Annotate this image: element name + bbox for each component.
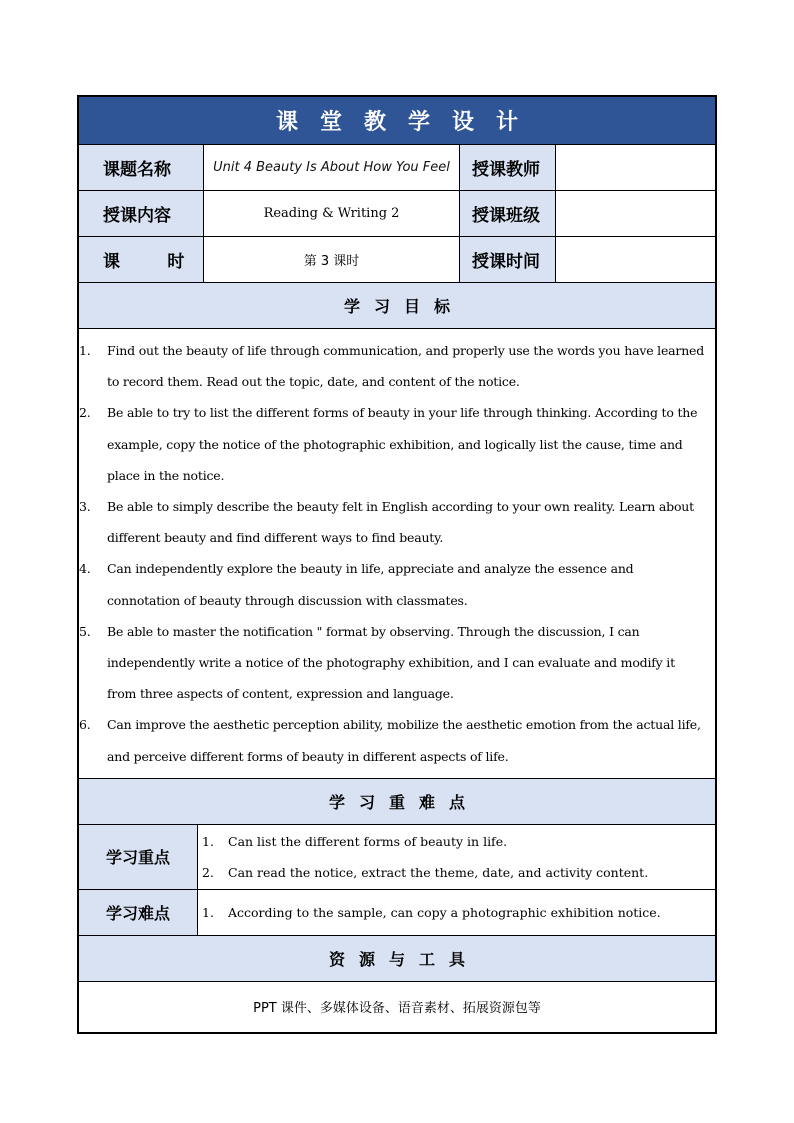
key-point-item-text: Can read the notice, extract the theme, date, and activity content. <box>228 864 649 880</box>
difficult-point-item-number: 1. <box>202 904 214 920</box>
objectives-heading: 学习目标 <box>79 283 715 328</box>
teacher-value <box>555 145 715 190</box>
class-label: 授课班级 <box>459 191 555 236</box>
key-points-list <box>198 823 715 891</box>
objective-item-number: 2. <box>79 405 91 421</box>
time-label: 授课时间 <box>459 237 555 282</box>
objectives-row <box>79 328 715 778</box>
key-point-item <box>198 826 715 857</box>
objective-item-text: Find out the beauty of life through communication, and properly use the words you have learned to record them. Read out the topic, date, and content of the notice. <box>107 343 705 390</box>
resources-row <box>79 981 715 1032</box>
objective-item-text: Be able to master the notification " format by observing. Through the discussion, I can independently write a notice of the photography exhibition, and I can evaluate and modify it from three aspects of content, expression and language. <box>107 623 675 702</box>
topic-value: Unit 4 Beauty Is About How You Feel <box>203 145 459 190</box>
period-label: 课 时 <box>79 237 203 282</box>
key-points-row <box>79 824 715 889</box>
page-title: 课堂教学设计 <box>79 97 715 144</box>
objective-item-number: 4. <box>79 561 91 577</box>
objective-item-number: 1. <box>79 343 91 358</box>
difficult-points-list <box>198 894 715 931</box>
resources-heading-row <box>79 935 715 981</box>
content-label: 授课内容 <box>79 191 203 236</box>
class-value <box>555 191 715 236</box>
key-point-item-number: 1. <box>202 833 214 849</box>
key-points-label: 学习重点 <box>79 825 197 889</box>
difficult-point-item-text: According to the sample, can copy a photographic exhibition notice. <box>228 904 661 920</box>
objective-item <box>79 491 707 553</box>
time-value <box>555 237 715 282</box>
objective-item <box>79 709 707 771</box>
resources-heading: 资源与工具 <box>79 936 715 981</box>
info-row-period <box>79 236 715 282</box>
objective-item <box>79 335 707 397</box>
key-point-item-number: 2. <box>202 864 214 880</box>
objective-item-text: Be able to try to list the different forms of beauty in your life through thinking. According to the example, copy the notice of the photographic exhibition, and logically list the cause, time and place in the notice. <box>107 405 698 483</box>
info-row-content <box>79 190 715 236</box>
difficult-points-row <box>79 889 715 935</box>
period-value: 第 3 课时 <box>203 237 459 282</box>
objective-item-text: Be able to simply describe the beauty felt in English according to your own reality. Learn about different beauty and find different ways to find beauty. <box>107 499 694 546</box>
objectives-heading-row <box>79 282 715 328</box>
objective-item-number: 3. <box>79 499 91 515</box>
topic-label: 课题名称 <box>79 145 203 190</box>
objective-item <box>79 397 707 491</box>
objective-item-number: 6. <box>79 717 91 733</box>
objective-item-text: Can independently explore the beauty in life, appreciate and analyze the essence and connotation of beauty through discussion with classmates. <box>107 561 634 608</box>
objective-item <box>79 553 707 615</box>
objectives-list <box>79 329 715 778</box>
difficult-point-item <box>198 897 715 928</box>
key-points-cell <box>197 825 715 889</box>
objective-item-text: Can improve the aesthetic perception ability, mobilize the aesthetic emotion from the actual life, and perceive different forms of beauty in different aspects of life. <box>107 717 701 764</box>
info-row-topic <box>79 144 715 190</box>
key-difficult-heading: 学习重难点 <box>79 779 715 824</box>
objectives-cell <box>79 329 715 778</box>
lesson-plan-table <box>77 95 717 1034</box>
objective-item-number: 5. <box>79 623 91 639</box>
content-value: Reading & Writing 2 <box>203 191 459 236</box>
title-row <box>79 97 715 144</box>
teacher-label: 授课教师 <box>459 145 555 190</box>
key-difficult-heading-row <box>79 778 715 824</box>
difficult-points-cell <box>197 890 715 935</box>
difficult-points-label: 学习难点 <box>79 890 197 935</box>
key-point-item-text: Can list the different forms of beauty in life. <box>228 833 508 849</box>
objective-item <box>79 616 707 710</box>
key-point-item <box>198 857 715 888</box>
resources-text: PPT 课件、多媒体设备、语音素材、拓展资源包等 <box>253 1001 541 1017</box>
